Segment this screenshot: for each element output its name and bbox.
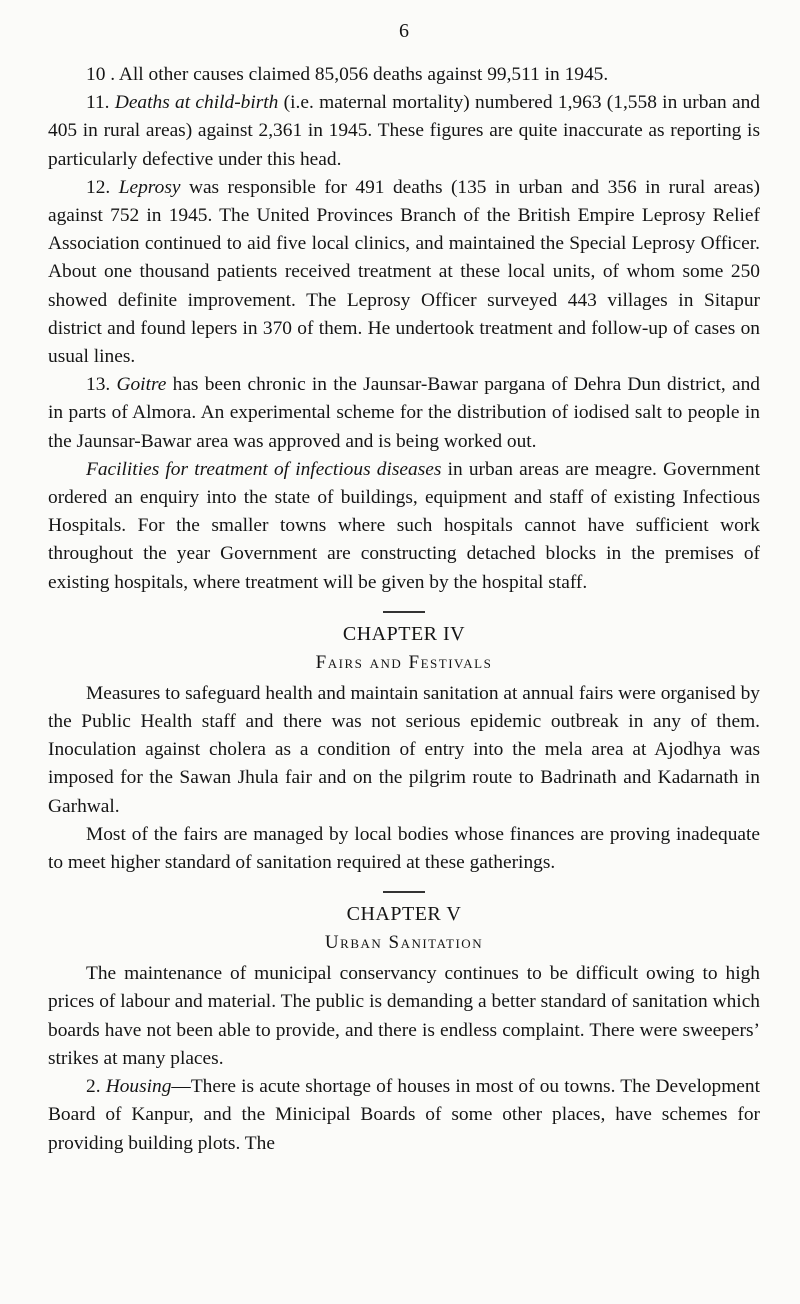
paragraph-fairs-finances: Most of the fairs are managed by local bodies whose finances are proving inadequate to meet higher standard of sanitation required at these gatherings. xyxy=(48,823,760,874)
paragraph-infectious-diseases xyxy=(48,456,760,597)
paragraph-number: 12. xyxy=(86,176,111,198)
chapter-heading: CHAPTER V xyxy=(346,903,462,926)
paragraph-child-birth xyxy=(48,89,760,174)
paragraph-leprosy xyxy=(48,174,760,371)
paragraph-housing xyxy=(48,1073,760,1158)
paragraph-text: in urban areas are meagre. Government ordered an enquiry into the state of buildings, equipment and staff of existing Infectious Hospitals. For the smaller towns where such hospitals cannot have sufficient work throughout the year Government are constructing detached blocks in the premises of existing hospitals, where treatment will be given by the hospital staff. xyxy=(48,458,760,593)
paragraph-number: 2. xyxy=(86,1076,101,1098)
paragraph-emphasis: Goitre xyxy=(110,374,167,396)
paragraph-conservancy: The maintenance of municipal conservancy continues to be difficult owing to high prices of labour and material. The public is demanding a better standard of sanitation which boards have not been able to provide, and there is endless complaint. There were sweepers’ strikes at many places. xyxy=(48,963,760,1069)
section-divider xyxy=(383,891,425,893)
paragraph-emphasis: Facilities for treatment of infectious diseases xyxy=(86,458,442,480)
chapter-heading: CHAPTER IV xyxy=(342,622,466,645)
paragraph-number: 13. xyxy=(86,374,111,396)
paragraph-emphasis: Housing xyxy=(100,1076,172,1098)
paragraph-text: —There is acute shortage of houses in most of ou towns. The Development Board of Kanpur, and the Minicipal Boards of some other places, have schemes for providing building plots. The xyxy=(48,1076,760,1154)
section-heading: Urban Sanitation xyxy=(324,932,484,954)
paragraph-fairs-measures: Measures to safeguard health and maintain sanitation at annual fairs were organised by the Public Health staff and there was not serious epidemic outbreak in any of them. Inoculation against cholera as a condition of entry into the mela area at Ajodhya was imposed for the Sawan Jhula fair and on the pilgrim route to Badrinath and Kadarnath in Garhwal. xyxy=(48,682,760,817)
paragraph-emphasis: Leprosy xyxy=(110,176,181,198)
section-heading: Fairs and Festivals xyxy=(315,651,493,673)
paragraph-text: (i.e. maternal mortality) numbered 1,963 (1,558 in urban and 405 in rural areas) against 2,361 in 1945. These figures are quite inaccurate as reporting is particularly defective under this head. xyxy=(48,92,760,170)
paragraph-text: All other causes claimed 85,056 deaths against 99,511 in 1945. xyxy=(115,64,609,85)
paragraph-text: has been chronic in the Jaunsar-Bawar pargana of Dehra Dun district, and in parts of Almora. An experimental scheme for the distribution of iodised salt to people in the Jaunsar-Bawar area was approved and is being worked out. xyxy=(48,374,760,452)
paragraph-text: was responsible for 491 deaths (135 in urban and 356 in rural areas) against 752 in 1945. The United Provinces Branch of the British Empire Leprosy Relief Association continued to aid five local clinics, and maintained the Special Leprosy Officer. About one thousand patients received treatment at these local units, of whom some 250 showed definite improvement. The Leprosy Officer surveyed 443 villages in Sitapur district and found lepers in 370 of them. He undertook treatment and follow-up of cases on usual lines. xyxy=(48,176,761,368)
paragraph-number: 11. xyxy=(86,92,110,114)
paragraph-goitre xyxy=(48,371,760,456)
section-divider xyxy=(383,611,425,613)
paragraph-emphasis: Deaths at child-birth xyxy=(109,92,279,114)
paragraph-other-causes xyxy=(48,61,760,89)
paragraph-number: 10 . xyxy=(86,64,116,85)
page-number: 6 xyxy=(399,20,409,42)
